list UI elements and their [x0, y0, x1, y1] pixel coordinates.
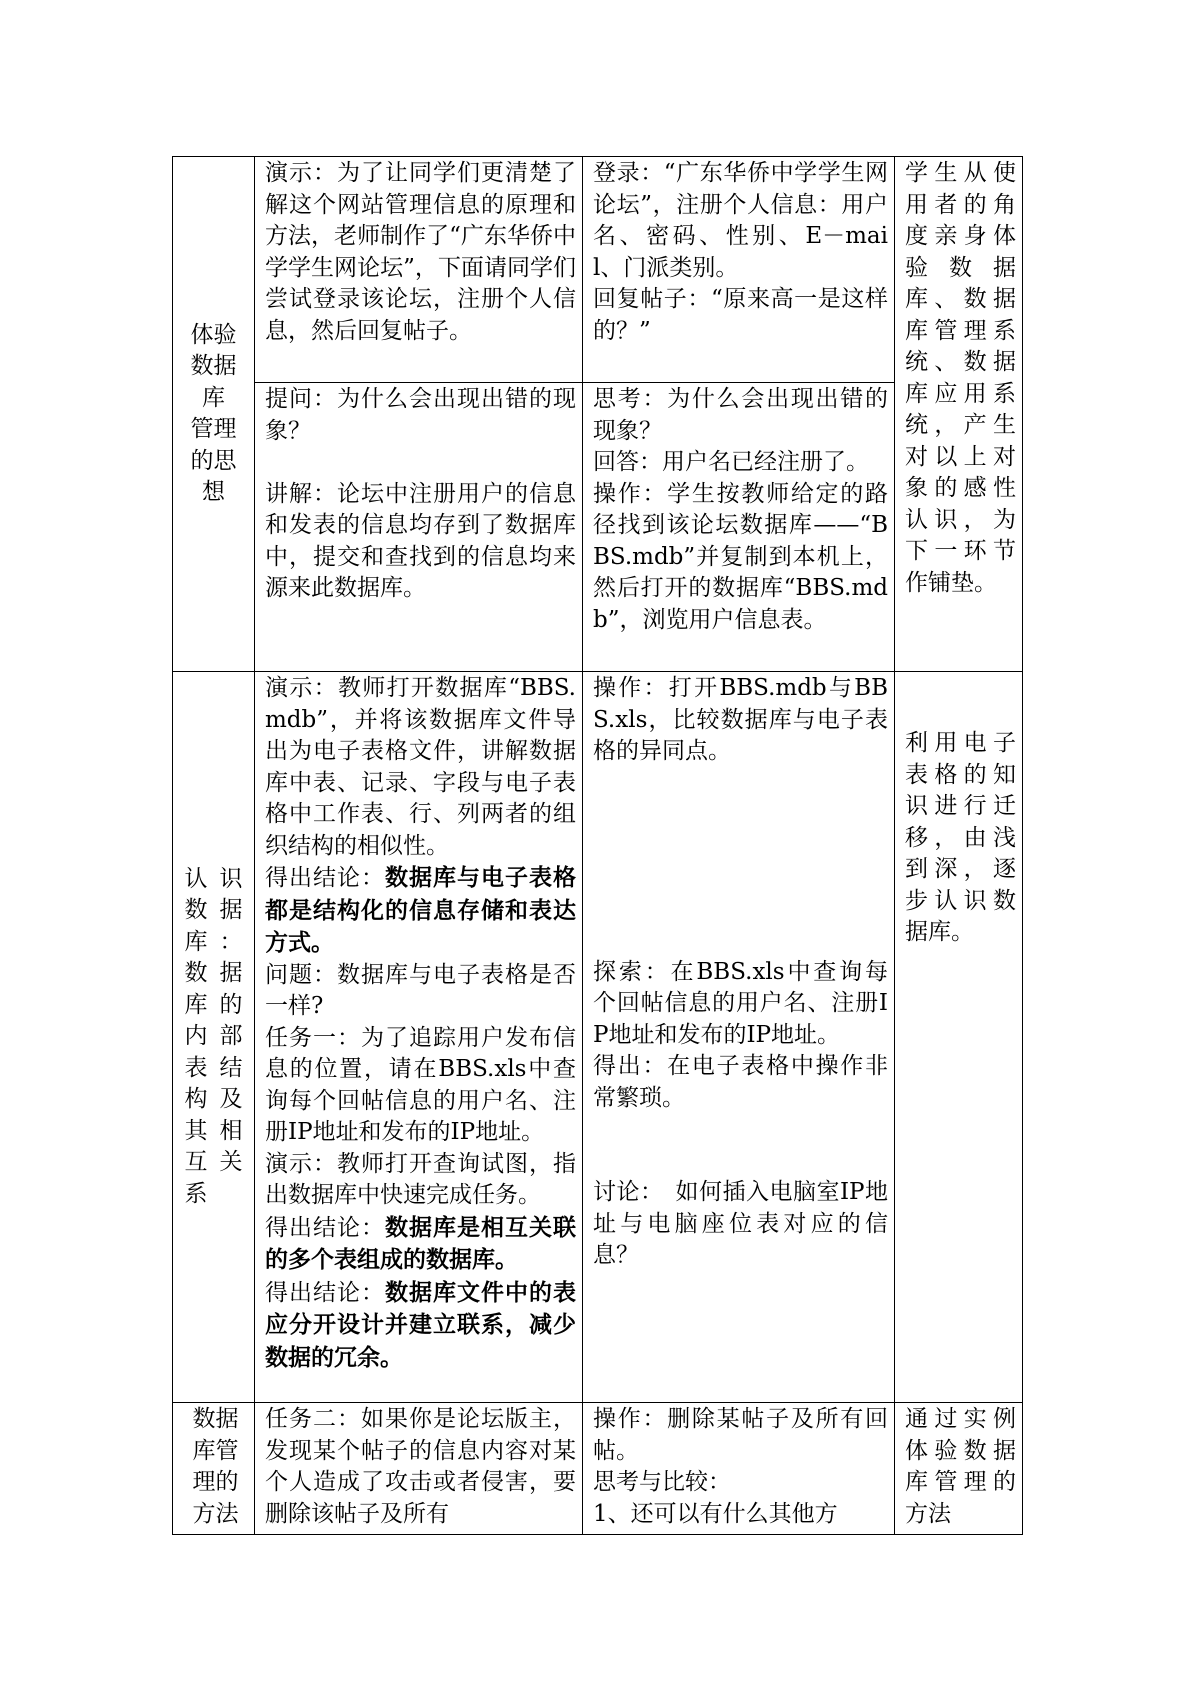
stage-char: 识 — [219, 865, 243, 892]
student-text: 回答：用户名已经注册了。 — [593, 449, 869, 475]
stage-char: 的 — [219, 991, 243, 1018]
teacher-text: 演示：教师打开数据库“BBS.mdb”，并将该数据库文件导出为电子表格文件，讲解数据库中表、记录、字段与电子表格中工作表、行、列两者的组织结构的相似性。 — [265, 675, 576, 859]
stage-line: 数据 — [190, 353, 237, 379]
stage-char: 据 — [219, 897, 243, 924]
design-purpose-cell — [895, 157, 1023, 672]
purpose-text: 通过实例体验数据库管理的方法 — [905, 1406, 1016, 1527]
stage-label — [177, 864, 250, 1211]
student-activity-cell — [583, 1403, 895, 1535]
stage-char: 关 — [219, 1149, 243, 1176]
stage-char: 表 — [184, 1054, 208, 1081]
stage-line: 理的 — [192, 1469, 239, 1495]
student-text: 思考：为什么会出现出错的现象？ — [593, 386, 888, 444]
student-text: 得出：在电子表格中操作非常繁琐。 — [593, 1053, 888, 1111]
student-text: 操作：学生按教师给定的路径找到该论坛数据库——“BBS.mdb”并复制到本机上，然后打开的数据库“BBS.mdb”，浏览用户信息表。 — [593, 480, 888, 633]
student-text: 登录：“广东华侨中学学生网论坛”，注册个人信息：用户名、密码、性别、E－mail、门派类别。 — [593, 160, 888, 281]
conclusion-bold: 数据库与电子表格都是结构化的信息存储和表达方式。 — [265, 864, 576, 956]
conclusion-text — [265, 1212, 576, 1277]
stage-cell-experience — [173, 157, 255, 672]
conclusion-text — [265, 862, 576, 960]
teacher-text: 演示：为了让同学们更清楚了解这个网站管理信息的原理和方法，老师制作了“广东华侨中学学生网论坛”，下面请同学们尝试登录该论坛，注册个人信息，然后回复帖子。 — [265, 160, 576, 344]
conclusion-prefix: 得出结论： — [265, 1214, 385, 1241]
stage-char: 结 — [219, 1054, 243, 1081]
conclusion-text — [265, 1277, 576, 1375]
stage-line: 管理 — [190, 416, 237, 442]
stage-char: 构 — [184, 1086, 208, 1113]
teacher-text: 问题：数据库与电子表格是否一样? — [265, 961, 576, 1019]
stage-char: 数 — [184, 960, 208, 987]
teacher-activity-cell — [255, 672, 583, 1403]
student-text: 操作：删除某帖子及所有回帖。 — [593, 1406, 888, 1464]
stage-line: 体验 — [190, 321, 237, 348]
stage-char: 系 — [184, 1180, 208, 1207]
table-row — [173, 157, 1023, 383]
stage-char: 认 — [184, 865, 208, 892]
design-purpose-cell — [895, 672, 1023, 1403]
teacher-text: 提问：为什么会出现出错的现象？ — [265, 386, 576, 444]
teacher-activity-cell — [255, 157, 583, 383]
stage-char: 内 — [184, 1023, 208, 1050]
design-purpose-cell — [895, 1403, 1023, 1535]
stage-line: 库 — [202, 384, 225, 411]
student-activity-cell — [583, 157, 895, 383]
teacher-activity-cell — [255, 383, 583, 672]
student-text: 探索：在BBS.xls中查询每个回帖信息的用户名、注册IP地址和发布的IP地址。 — [593, 958, 888, 1048]
blank-space — [593, 768, 888, 957]
table-row — [173, 1403, 1023, 1535]
table-row — [173, 672, 1023, 1403]
stage-cell-methods — [173, 1403, 255, 1535]
purpose-text: 利用电子表格的知识进行迁移，由浅到深，逐步认识数据库。 — [905, 730, 1016, 945]
lesson-plan-table — [172, 156, 1023, 1535]
student-activity-cell — [583, 672, 895, 1403]
stage-char: 数 — [184, 897, 208, 924]
stage-char: 据 — [219, 960, 243, 987]
stage-line: 想 — [202, 479, 225, 505]
stage-char: ： — [219, 928, 243, 955]
student-text: 操作：打开BBS.mdb与BBS.xls，比较数据库与电子表格的异同点。 — [593, 675, 888, 764]
teacher-text: 讲解：论坛中注册用户的信息和发表的信息均存到了数据库中，提交和查找到的信息均来源来此数据库。 — [265, 480, 576, 601]
stage-char: 库 — [184, 928, 208, 955]
teacher-text: 任务一：为了追踪用户发布信息的位置，请在BBS.xls中查询每个回帖信息的用户名、注册IP地址和发布的IP地址。 — [265, 1024, 576, 1145]
stage-char: 及 — [219, 1086, 243, 1113]
stage-char: 其 — [184, 1117, 208, 1144]
blank-space — [593, 1114, 888, 1177]
stage-line: 数据 — [192, 1406, 239, 1432]
stage-char: 部 — [219, 1023, 243, 1050]
stage-char: 相 — [219, 1117, 243, 1144]
student-text: 1、还可以有什么其他方 — [593, 1500, 838, 1527]
stage-cell-understand — [173, 672, 255, 1403]
teacher-text: 任务二：如果你是论坛版主，发现某个帖子的信息内容对某个人造成了攻击或者侵害，要删除该帖子及所有 — [265, 1406, 576, 1527]
teacher-text: 演示：教师打开查询试图，指出数据库中快速完成任务。 — [265, 1150, 576, 1208]
conclusion-prefix: 得出结论： — [265, 865, 385, 891]
stage-line: 方法 — [192, 1500, 239, 1527]
student-text: 回复帖子：“原来高一是这样的？” — [593, 286, 888, 344]
student-activity-cell — [583, 383, 895, 672]
conclusion-prefix: 得出结论： — [265, 1279, 385, 1306]
blank-line — [265, 447, 576, 479]
stage-line: 的思 — [190, 447, 237, 474]
teacher-activity-cell — [255, 1403, 583, 1535]
student-text: 讨论： 如何插入电脑室IP地址与电脑座位表对应的信息？ — [593, 1179, 888, 1268]
student-text: 思考与比较： — [593, 1469, 731, 1495]
stage-char: 库 — [184, 991, 208, 1018]
stage-char: 互 — [184, 1149, 208, 1176]
conclusion-bold: 数据库是相互关联的多个表组成的数据库。 — [265, 1213, 576, 1273]
conclusion-bold: 数据库文件中的表应分开设计并建立联系，减少数据的冗余。 — [265, 1278, 576, 1371]
stage-line: 库管 — [192, 1437, 239, 1464]
purpose-text: 学生从使用者的角度亲身体验数据库、数据库管理系统、数据库应用系统，产生对以上对象的感性认识，为下一环节作铺垫。 — [905, 160, 1016, 596]
